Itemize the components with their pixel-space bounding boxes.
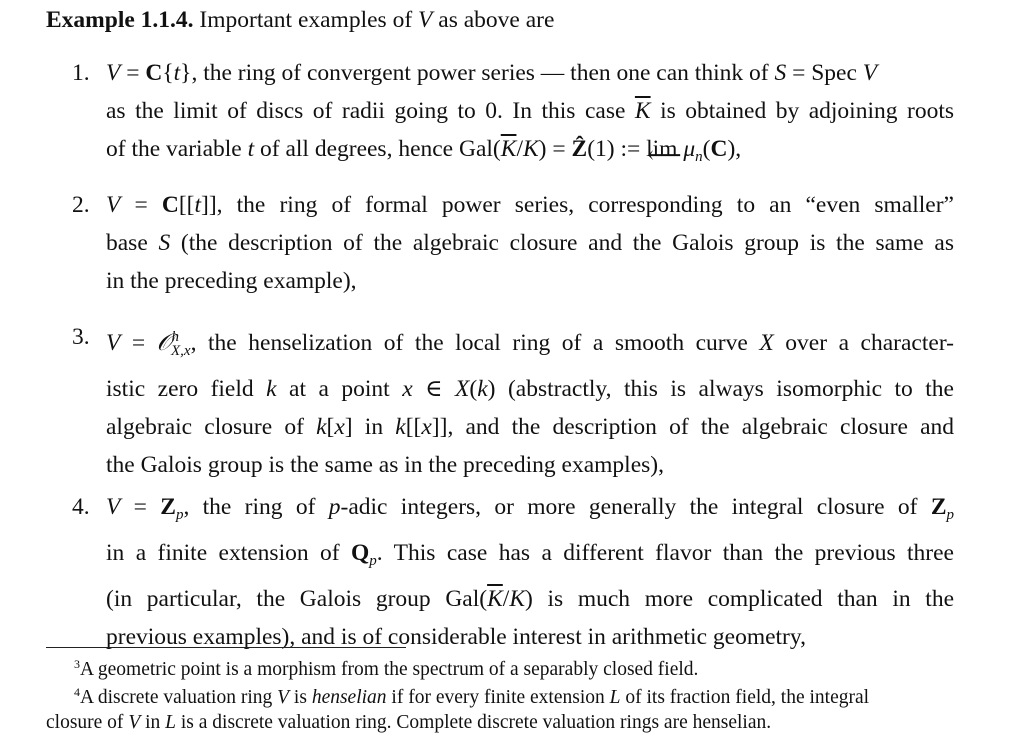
example-intro: Important examples of V as above are	[199, 7, 555, 33]
footnote-line: A geometric point is a morphism from the spectrum of a separably closed field.	[80, 659, 699, 680]
list-item-line: (in particular, the Galois group $Gal(\overline{K}/K)$ is much more complicated than in the	[106, 586, 955, 612]
list-item-line: V = C[[t]], the ring of formal power series, corresponding to an “even smaller”	[106, 192, 954, 218]
footnote-line: closure of V in L is a discrete valuation ring. Complete discrete valuation rings are henselian.	[46, 712, 772, 733]
list-item-line: the Galois group is the same as in the preceding examples),	[106, 451, 664, 478]
list-item-line: in a finite extension of $Q_p$. This case has a different flavor than the previous three	[106, 540, 954, 569]
footnote-line: A discrete valuation ring V is henselian if for every finite extension L of its fraction field, the integral	[80, 687, 870, 708]
list-item-2	[72, 186, 954, 300]
list-item-3	[72, 318, 954, 484]
footnote-number: 3	[74, 657, 80, 671]
list-item-number: 3.	[72, 324, 90, 350]
list-item-line: algebraic closure of k[x] in k[[x]], and the description of the algebraic closure and	[106, 413, 954, 440]
list-item-number: 4.	[72, 494, 90, 520]
list-item-line: istic zero field k at a point x ∈ X(k) (abstractly, this is always isomorphic to the	[106, 375, 954, 402]
list-item-1	[72, 54, 954, 176]
list-item-line: V = 𝒪$^h_{X,x}$, the henselization of the local ring of a smooth curve X over a character-	[106, 329, 954, 359]
list-item-line: of the variable t of all degrees, hence $Gal(\overline{K}/K)$ = Ẑ(1) := lim ⟵ $\mu_n(C)$,	[106, 130, 954, 176]
footnote-divider	[46, 647, 406, 648]
list-item-number: 1.	[72, 60, 90, 86]
list-item-line: $V = Z_p$, the ring of p-adic integers, or more generally the integral closure of $Z_p$	[106, 494, 955, 523]
list-item-line: V = C{t}, the ring of convergent power series — then one can think of S = Spec V	[106, 60, 878, 86]
example-label: Example 1.1.4.	[46, 7, 194, 33]
example-heading	[46, 4, 554, 36]
footnote-number: 4	[74, 685, 80, 699]
list-item-line: previous examples), and is of considerable interest in arithmetic geometry,	[106, 624, 806, 650]
list-item-4	[72, 488, 955, 656]
list-item-line: base S (the description of the algebraic closure and the Galois group is the same as	[106, 230, 954, 256]
list-item-number: 2.	[72, 192, 90, 218]
list-item-line: as the limit of discs of radii going to 0. In this case $\overline{K}$ is obtained by adjoining roots	[106, 98, 954, 124]
footnote-4-continued	[46, 709, 771, 737]
footnote-4	[74, 678, 869, 712]
list-item-line: in the preceding example),	[106, 268, 357, 294]
